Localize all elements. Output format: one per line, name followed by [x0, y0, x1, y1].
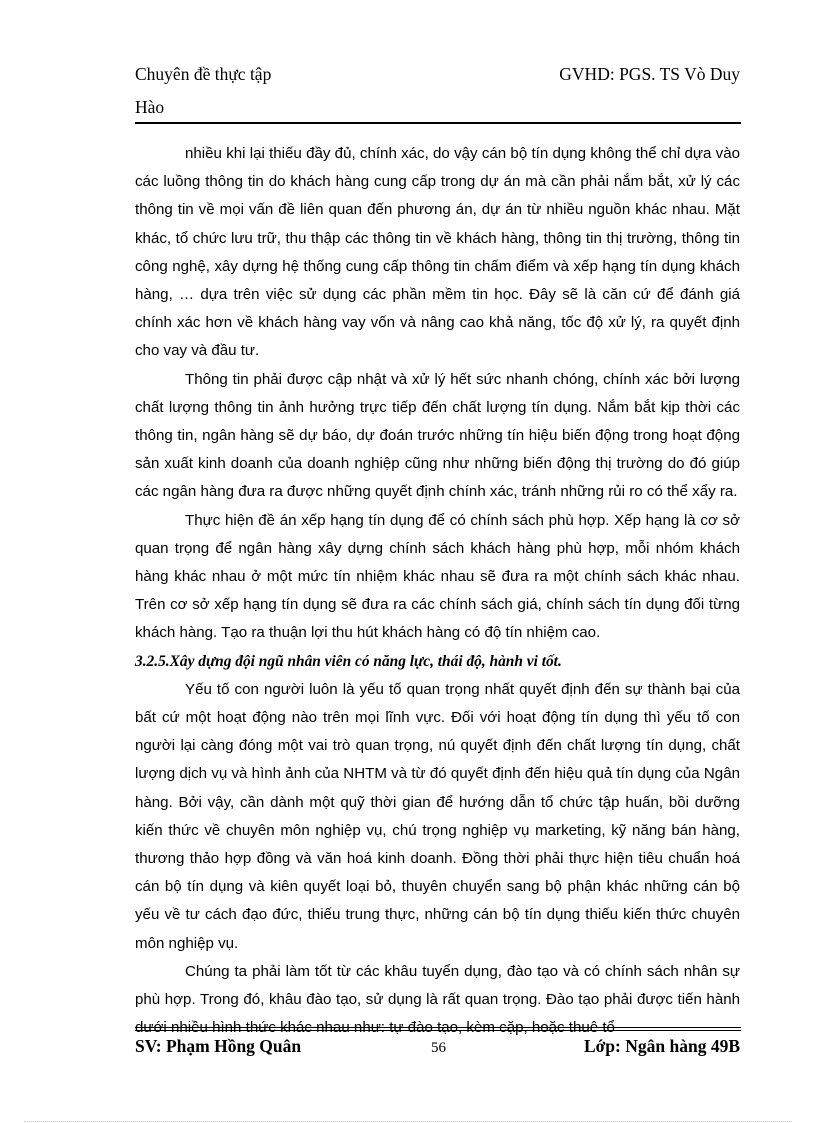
page-number: 56 [431, 1040, 446, 1056]
paragraph: Yếu tố con người luôn là yếu tố quan trọng nhất quyết định đến sự thành bại của bất cứ một hoạt động nào trên mọi lĩnh vực. Đối với hoạt động tín dụng thì yếu tố con người lại càng đóng một vai trò quan trọng, nú quyết định đến chất lượng tín dụng, chất lượng dịch vụ và hình ảnh của NHTM và từ đó quyết định đến hiệu quả tín dụng của Ngân hàng. Bởi vậy, cần dành một quỹ thời gian để hướng dẫn tổ chức tập huấn, bồi dưỡng kiến thức về chuyên môn nghiệp vụ, chú trọng nghiệp vụ marketing, kỹ năng bán hàng, thương thảo hợp đồng và văn hoá kinh doanh. Đồng thời phải thực hiện tiêu chuẩn hoá cán bộ tín dụng và kiên quyết loại bỏ, thuyên chuyển sang bộ phận khác những cán bộ yếu về tư cách đạo đức, thiếu trung thực, những cán bộ tín dụng thiếu kiến thức chuyên môn nghiệp vụ. [135, 680, 740, 952]
header-supervisor-continuation: Hào [135, 97, 165, 117]
paragraph: Chúng ta phải làm tốt từ các khâu tuyển dụng, đào tạo và có chính sách nhân sự phù hợp. Trong đó, khâu đào tạo, sử dụng là rất quan trọng. Đào tạo phải được tiến hành dưới nhiều hình thức khác nhau như: tự đào tạo, kèm cặp, hoặc thuê tổ [135, 962, 740, 1037]
header-course-title: Chuyên đề thực tập [135, 64, 272, 84]
paragraph: Thông tin phải được cập nhật và xử lý hết sức nhanh chóng, chính xác bởi lượng chất lượng thông tin ảnh hưởng trực tiếp đến chất lượng tín dụng. Nắm bắt kịp thời các thông tin, ngân hàng sẽ dự báo, dự đoán trước những tín hiệu biến động trong hoạt động sản xuất kinh doanh của doanh nghiệp cũng như những biến động thị trường do đó giúp các ngân hàng đưa ra được những quyết định chính xác, tránh những rủi ro có thể xẩy ra. [135, 370, 740, 501]
paragraph: nhiều khi lại thiếu đầy đủ, chính xác, do vậy cán bộ tín dụng không thể chỉ dựa vào các luồng thông tin do khách hàng cung cấp trong dự án mà cần phải nắm bắt, xử lý các thông tin về mọi vấn đề liên quan đến phương án, dự án từ nhiều nguồn khác nhau. Mặt khác, tổ chức lưu trữ, thu thập các thông tin về khách hàng, thông tin thị trường, thông tin công nghệ, xây dựng hệ thống cung cấp thông tin chấm điểm và xếp hạng tín dụng khách hàng, … dựa trên việc sử dụng các phần mềm tin học. Đây sẽ là căn cứ để đánh giá chính xác hơn về khách hàng vay vốn và nâng cao khả năng, tốc độ xử lý, ra quyết định cho vay và đầu tư. [135, 145, 740, 360]
header-rule [135, 122, 741, 124]
page-header [135, 58, 740, 124]
document-body [135, 140, 740, 1043]
header-supervisor: GVHD: PGS. TS Vò Duy [559, 64, 740, 84]
header-row [135, 58, 740, 91]
footer-rule [135, 1027, 741, 1031]
paragraph: Thực hiện đề án xếp hạng tín dụng để có chính sách phù hợp. Xếp hạng là cơ sở quan trọng để ngân hàng xây dựng chính sách khách hàng phù hợp, mỗi nhóm khách hàng khác nhau ở một mức tín nhiệm khác nhau sẽ đưa ra một chính sách khác nhau. Trên cơ sở xếp hạng tín dụng sẽ đưa ra các chính sách giá, chính sách tín dụng đối từng khách hàng. Tạo ra thuận lợi thu hút khách hàng có độ tín nhiệm cao. [135, 511, 740, 642]
page-edge-divider [24, 1121, 792, 1122]
footer-class: Lớp: Ngân hàng 49B [583, 1036, 740, 1056]
footer-student: SV: Phạm Hồng Quân [135, 1036, 302, 1056]
section-heading: 3.2.5.Xây dựng đội ngũ nhân viên có năng lực, thái độ, hành vi tốt. [135, 652, 562, 670]
